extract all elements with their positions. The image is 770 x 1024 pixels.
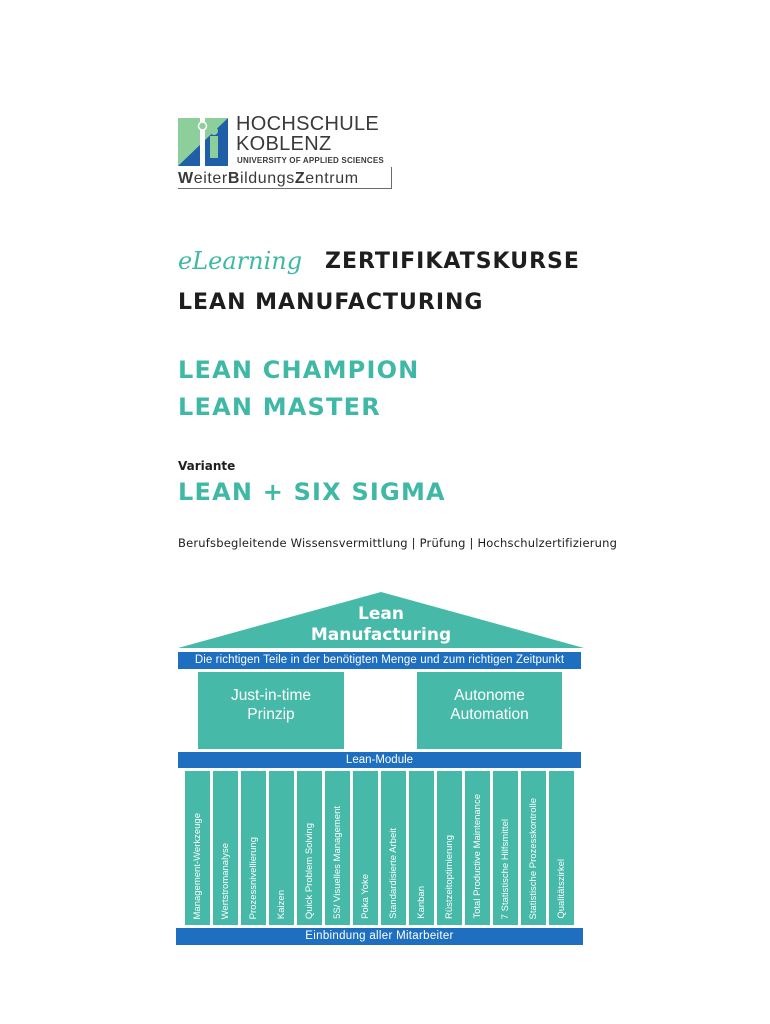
tagline: Berufsbegleitende Wissensvermittlung | Prüfung | Hochschulzertifizierung [178, 536, 618, 550]
pillar-just-in-time-line1: Just-in-time [230, 687, 312, 704]
logo-line-university: UNIVERSITY OF APPLIED SCIENCES [237, 156, 384, 165]
module-kanban: Kanban [409, 771, 434, 925]
module-columns [185, 771, 575, 925]
heading-zertifikatskurse: ZERTIFIKATSKURSE [325, 249, 580, 274]
pillar-autonome-automation-line1: Autonome [454, 687, 525, 704]
logo-line-hochschule: HOCHSCHULE [236, 113, 380, 135]
heading-elearning: eLearning [178, 247, 303, 275]
module-qualitaetszirkel: Qualitätszirkel [549, 771, 574, 925]
band-goal: Die richtigen Teile in der benötigten Menge und zum richtigen Zeitpunkt [178, 652, 581, 669]
heading-lean-six-sigma: LEAN + SIX SIGMA [178, 478, 446, 506]
band-lean-module: Lean-Module [178, 752, 581, 768]
pillar-autonome-automation [417, 672, 562, 749]
module-kaizen: Kaizen [269, 771, 294, 925]
heading-lean-master: LEAN MASTER [178, 393, 381, 421]
module-poka-yoke: Poka Yoke [353, 771, 378, 925]
module-wertstromanalyse: Wertstromanalyse [213, 771, 238, 925]
module-quick-problem-solving: Quick Problem Solving [297, 771, 322, 925]
module-prozessnivellierung: Prozessnivellierung [241, 771, 266, 925]
module-ruestzeitoptimierung: Rüstzeitoptimierung [437, 771, 462, 925]
heading-lean-champion: LEAN CHAMPION [178, 356, 420, 384]
logo-line-weiterbildungszentrum: WeiterBildungsZentrum [178, 170, 359, 187]
module-management-werkzeuge: Management-Werkzeuge [185, 771, 210, 925]
module-statistische-prozesskontrolle: Statistische Prozesskontrolle [521, 771, 546, 925]
module-standardisierte-arbeit: Standardisierte Arbeit [381, 771, 406, 925]
label-variante: Variante [178, 459, 236, 473]
roof-title-lean: Lean [358, 604, 404, 624]
logo-underline [178, 188, 391, 189]
logo-line-koblenz: KOBLENZ [236, 133, 332, 155]
logo-bracket [391, 167, 392, 189]
module-5s-visuelles-management: 5S/ Visuelles Management [325, 771, 350, 925]
pillar-autonome-automation-line2: Automation [450, 706, 529, 723]
roof-title-manufacturing: Manufacturing [310, 625, 452, 645]
pillar-just-in-time [198, 672, 344, 749]
module-7-statistische-hilfsmittel: 7 Statistische Hilfsmittel [493, 771, 518, 925]
module-total-productive-maintenance: Total Productive Maintenance [465, 771, 490, 925]
pillar-just-in-time-line2: Prinzip [247, 706, 295, 723]
band-foundation: Einbindung aller Mitarbeiter [176, 928, 583, 945]
heading-lean-manufacturing: LEAN MANUFACTURING [178, 290, 484, 315]
